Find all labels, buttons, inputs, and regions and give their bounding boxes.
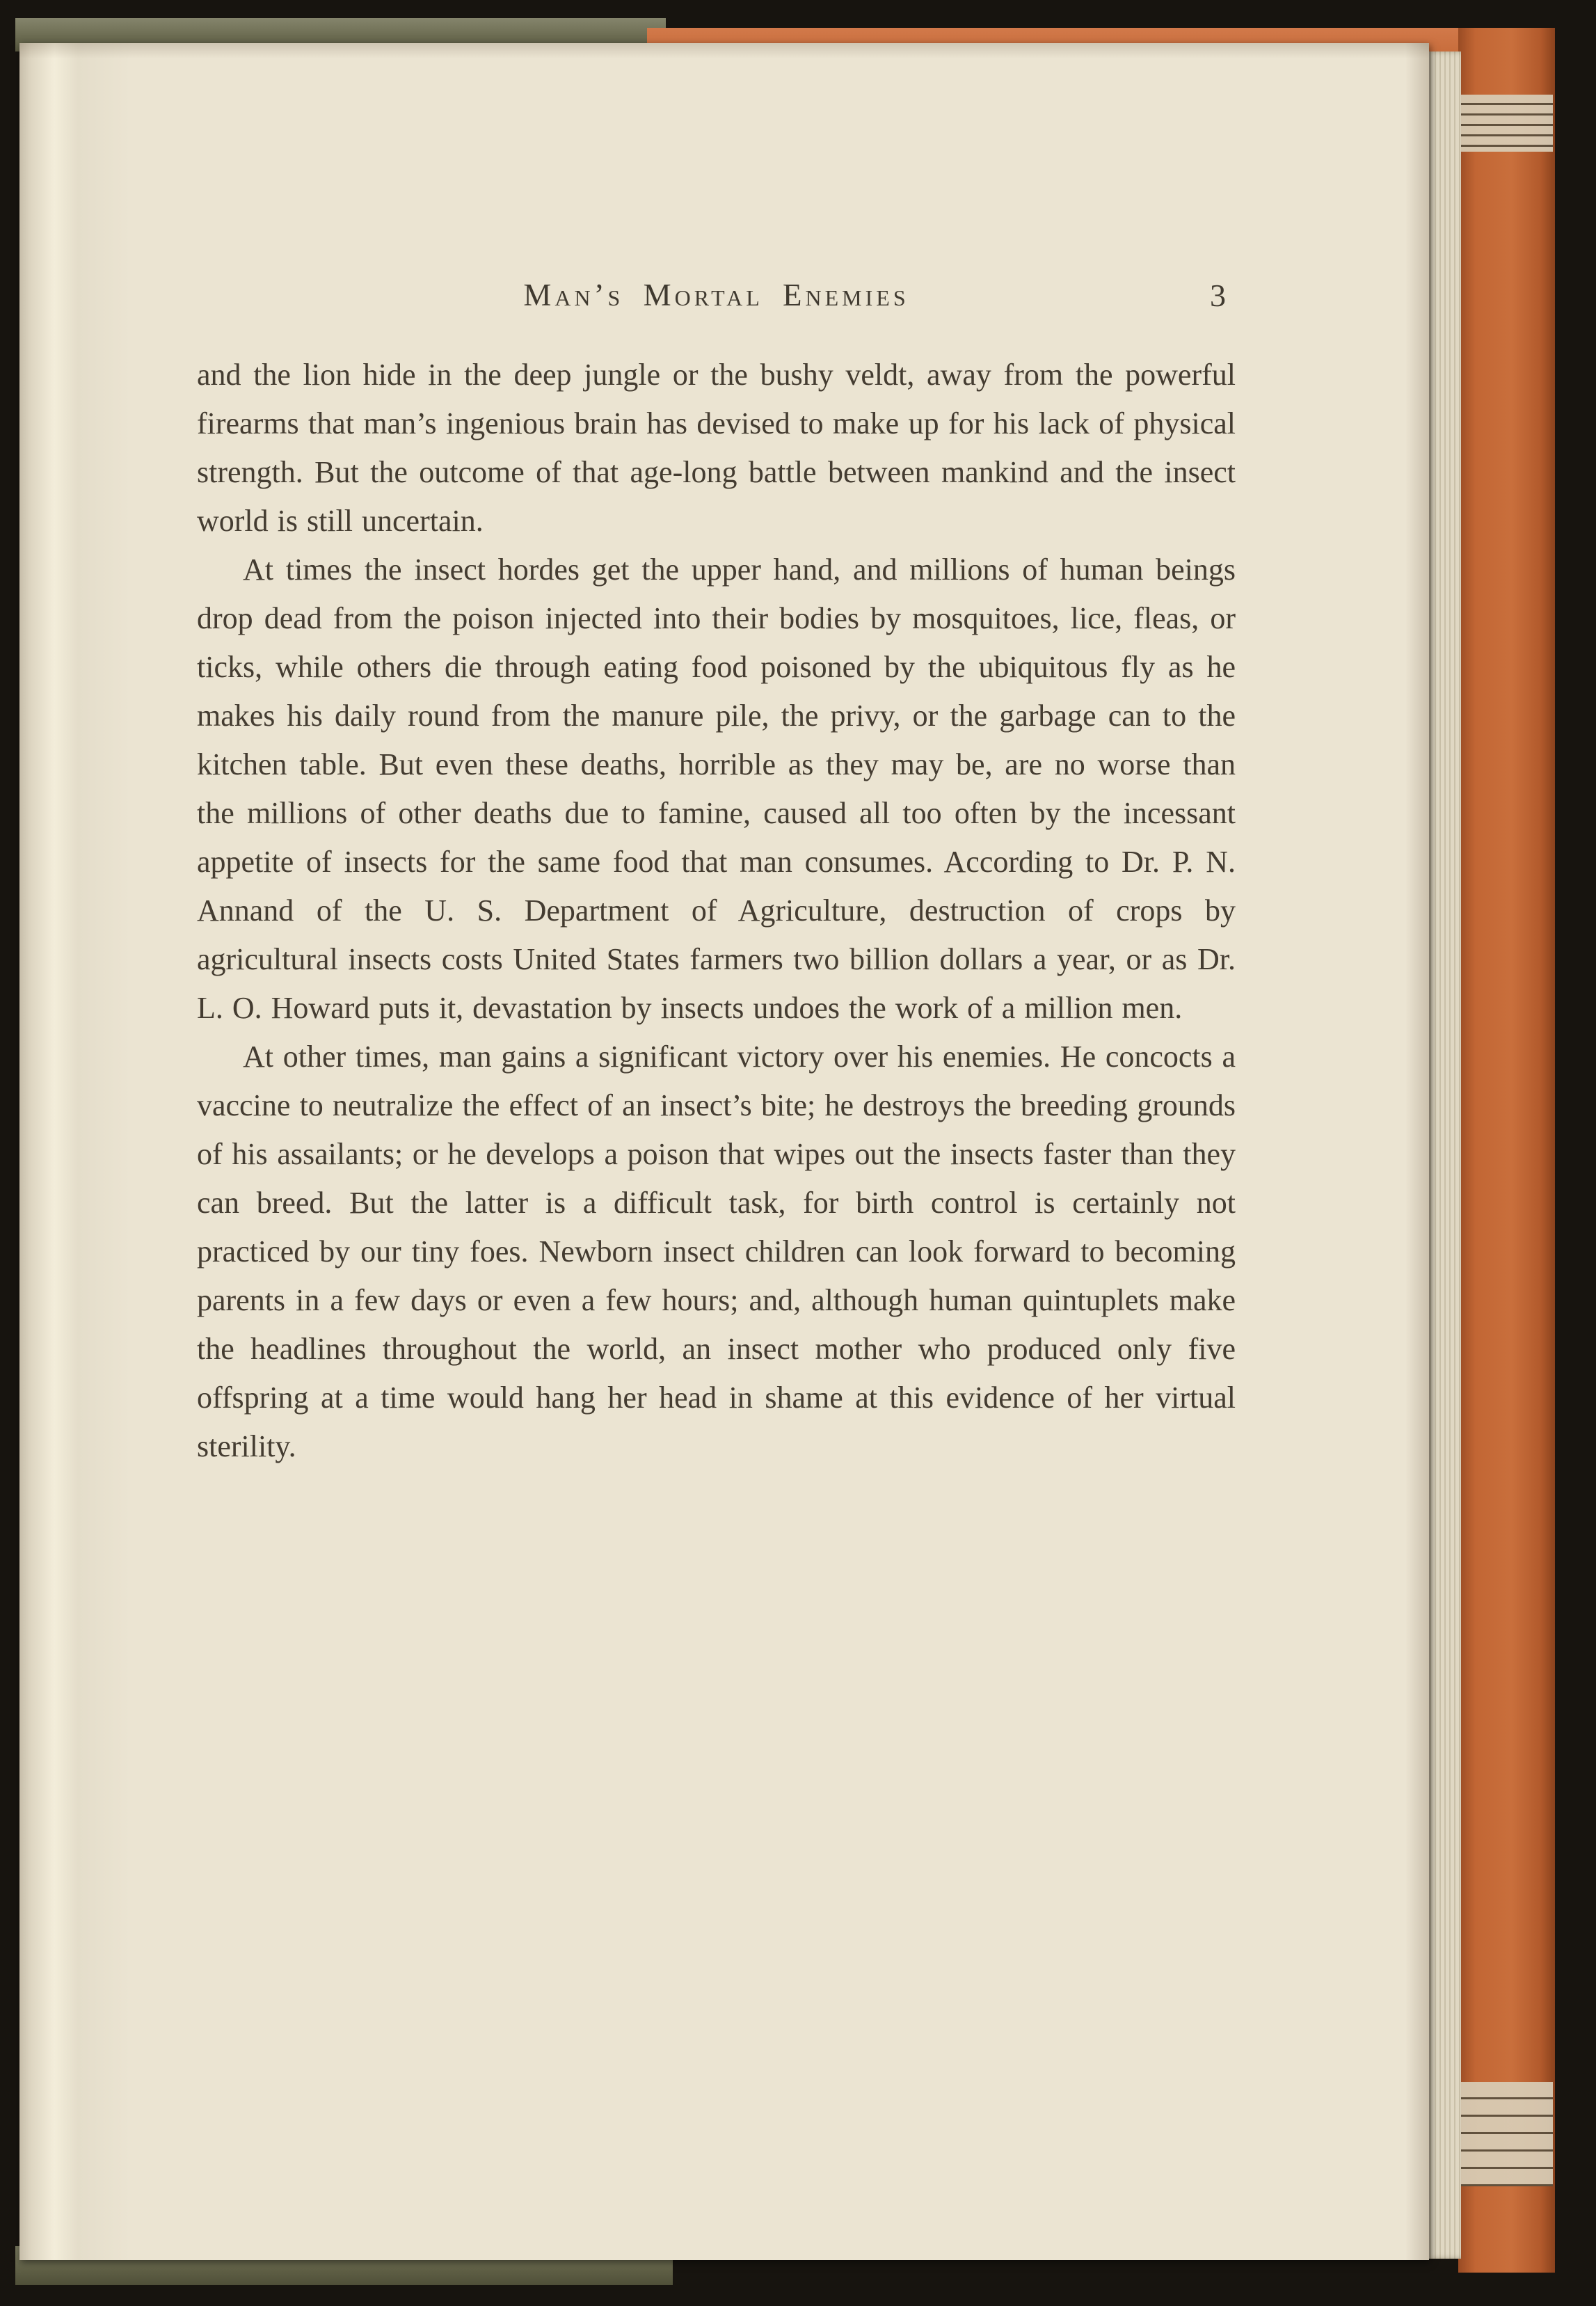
page-body (197, 351, 1236, 1471)
page-tail-edge-lines (1461, 2082, 1553, 2186)
paragraph: At times the insect hordes get the upper hand, and millions of human beings drop dead from the poison injected into their bodies by mosquitoes, lice, fleas, or ticks, while others die through eating food poisoned by the ubiquitous fly as he makes his daily round from the manure pile, the privy, or the garbage can to the kitchen table. But even these deaths, horrible as they may be, are no worse than the millions of other deaths due to famine, caused all too often by the incessant appetite of insects for the same food that man consumes. According to Dr. P. N. Annand of the U. S. Department of Agriculture, destruction of crops by agricultural insects costs United States farmers two billion dollars a year, or as Dr. L. O. Howard puts it, devastation by insects undoes the work of a million men. (197, 552, 1236, 1025)
page-right-shading (1405, 43, 1429, 2260)
running-header (197, 277, 1236, 319)
cover-board-right (1458, 28, 1555, 2273)
paragraph-continuation: and the lion hide in the deep jungle or the bushy veldt, away from the powerful firearms that man’s ingenious brain has devised to make up for his lack of physical strength. But the outcome of that age-long battle between mankind and the insect world is still uncertain. (197, 358, 1236, 538)
page-head-edge-lines (1461, 95, 1553, 152)
running-head-title: Man’s Mortal Enemies (523, 278, 909, 312)
page-number: 3 (1210, 278, 1226, 313)
book-page (19, 43, 1429, 2260)
paragraph: At other times, man gains a significant victory over his enemies. He concocts a vaccine to neutralize the effect of an insect’s bite; he destroys the breeding grounds of his assailants; or he develops a poison that wipes out the insects faster than they can breed. But the latter is a difficult task, for birth control is certainly not practiced by our tiny foes. Newborn insect children can look forward to becoming parents in a few days or even a few hours; and, although human quintuplets make the headlines throughout the world, an insect mother who produced only five offspring at a time would hang her head in shame at this evidence of her virtual sterility. (197, 1040, 1236, 1463)
page-fore-edge (1426, 51, 1461, 2259)
page-gutter-shading (19, 43, 131, 2260)
page-top-shading (19, 43, 1429, 58)
